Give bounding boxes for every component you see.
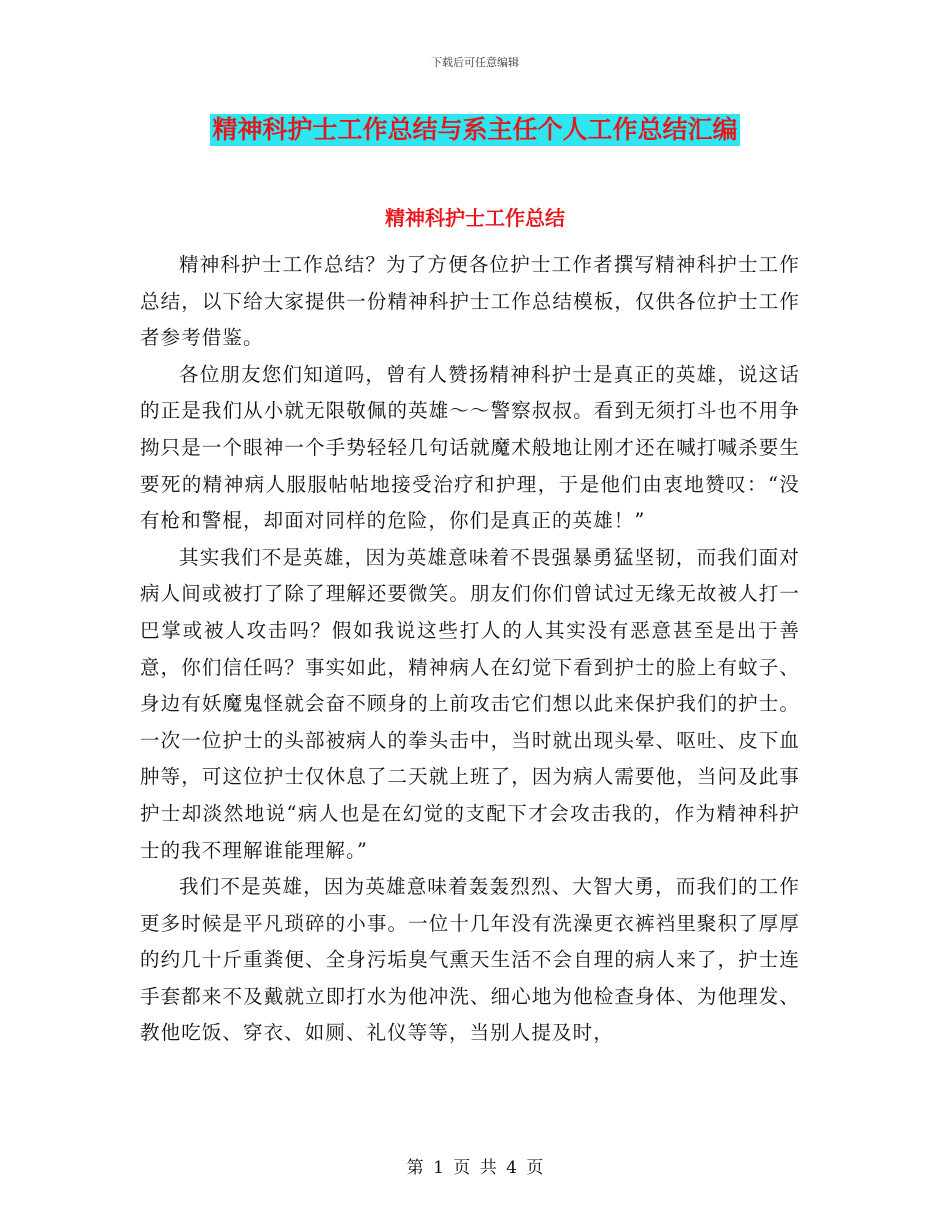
main-title: 精神科护士工作总结与系主任个人工作总结汇编	[212, 115, 738, 144]
page-number: 第 1 页 共 4 页	[406, 1158, 544, 1178]
header-note: 下载后可任意编辑	[431, 56, 519, 69]
paragraph: 其实我们不是英雄，因为英雄意味着不畏强暴勇猛坚韧，而我们面对病人间或被打了除了理解还要微笑。朋友们你们曾试过无缘无故被人打一巴掌或被人攻击吗？假如我说这些打人的人其实没有恶意甚至是出于善意，你们信任吗？事实如此，精神病人在幻觉下看到护士的脸上有蚊子、身边有妖魔鬼怪就会奋不顾身的上前攻击它们想以此来保护我们的护士。一次一位护士的头部被病人的拳头击中，当时就出现头晕、呕吐、皮下血肿等，可这位护士仅休息了二天就上班了，因为病人需要他，当问及此事护士却淡然地说“病人也是在幻觉的支配下才会攻击我的，作为精神科护士的我不理解谁能理解。”	[140, 545, 800, 862]
section-title: 精神科护士工作总结	[385, 206, 565, 230]
paragraph: 精神科护士工作总结？为了方便各位护士工作者撰写精神科护士工作总结，以下给大家提供一份精神科护士工作总结模板，仅供各位护士工作者参考借鉴。	[140, 253, 800, 350]
main-title-container	[0, 114, 950, 146]
paragraph: 各位朋友您们知道吗，曾有人赞扬精神科护士是真正的英雄，说这话的正是我们从小就无限敬佩的英雄～～警察叔叔。看到无须打斗也不用争拗只是一个眼神一个手势轻轻几句话就魔术般地让刚才还在喊打喊杀要生要死的精神病人服服帖帖地接受治疗和护理，于是他们由衷地赞叹：“没有枪和警棍，却面对同样的危险，你们是真正的英雄！”	[140, 362, 800, 533]
document-body	[140, 247, 800, 1052]
paragraph: 我们不是英雄，因为英雄意味着轰轰烈烈、大智大勇，而我们的工作更多时候是平凡琐碎的小事。一位十几年没有洗澡更衣裤裆里聚积了厚厚的约几十斤重粪便、全身污垢臭气熏天生活不会自理的病人来了，护士连手套都来不及戴就立即打水为他冲洗、细心地为他检查身体、为他理发、教他吃饭、穿衣、如厕、礼仪等等，当别人提及时，	[140, 875, 800, 1045]
